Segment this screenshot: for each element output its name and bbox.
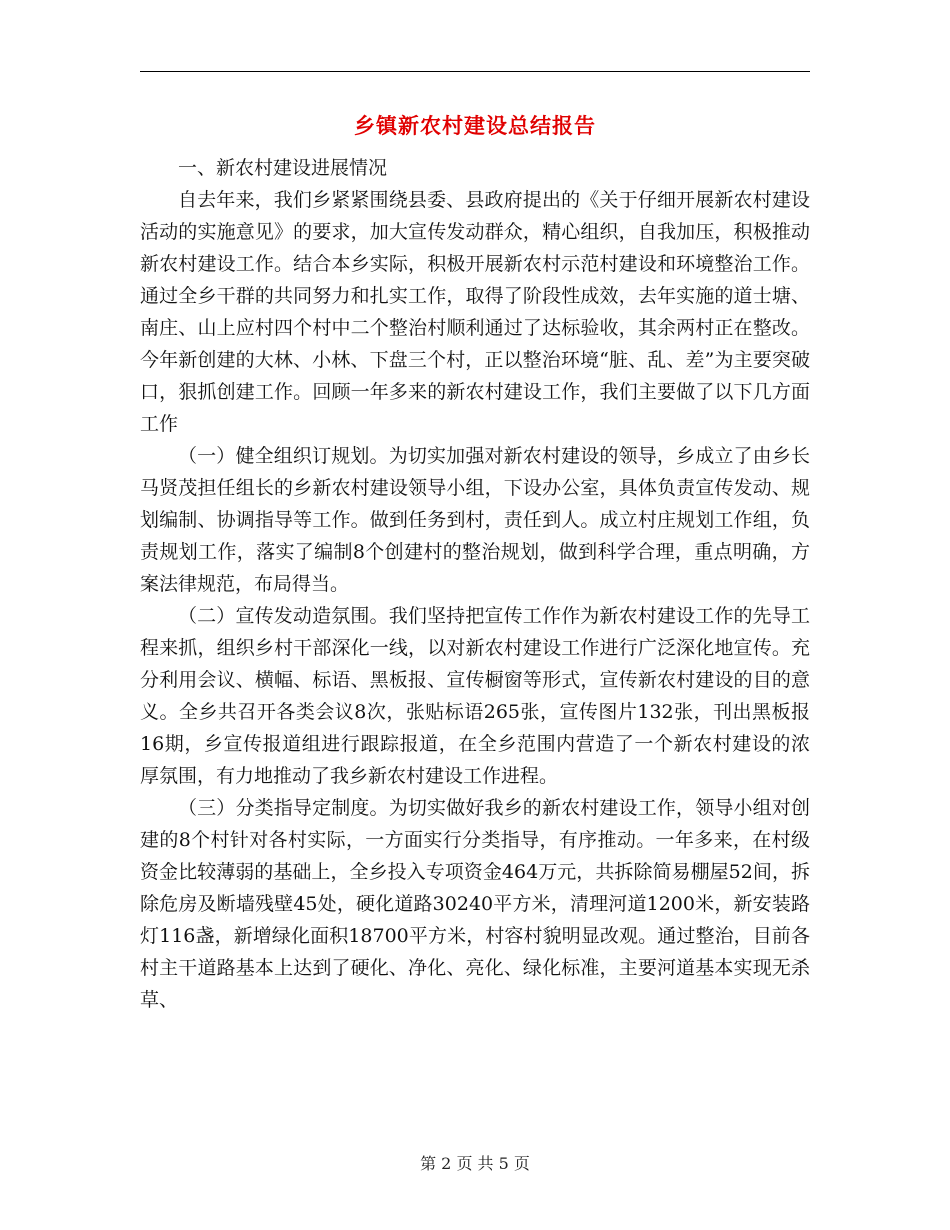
body-paragraph-publicity: （二）宣传发动造氛围。我们坚持把宣传工作作为新农村建设工作的先导工程来抓，组织乡村干部深化一线，以对新农村建设工作进行广泛深化地宣传。充分利用会议、横幅、标语、黑板报、宣传橱窗等形式，宣传新农村建设的目的意义。全乡共召开各类会议8次，张贴标语265张，宣传图片132张，刊出黑板报16期，乡宣传报道组进行跟踪报道，在全乡范围内营造了一个新农村建设的浓厚氛围，有力地推动了我乡新农村建设工作进程。 xyxy=(140,605,810,787)
page-footer: 第 2 页 共 5 页 xyxy=(420,1154,530,1173)
document-body xyxy=(140,152,810,1016)
body-paragraph-guidance: （三）分类指导定制度。为切实做好我乡的新农村建设工作，领导小组对创建的8个村针对各村实际，一方面实行分类指导，有序推动。一年多来，在村级资金比较薄弱的基础上，全乡投入专项资金464万元，共拆除简易棚屋52间，拆除危房及断墙残壁45处，硬化道路30240平方米，清理河道1200米，新安装路灯116盏，新增绿化面积18700平方米，村容村貌明显改观。通过整治，目前各村主干道路基本上达到了硬化、净化、亮化、绿化标准，主要河道基本实现无杀草、 xyxy=(140,797,810,1011)
body-paragraph-intro: 自去年来，我们乡紧紧围绕县委、县政府提出的《关于仔细开展新农村建设活动的实施意见》的要求，加大宣传发动群众，精心组织，自我加压，积极推动新农村建设工作。结合本乡实际，积极开展新农村示范村建设和环境整治工作。通过全乡干群的共同努力和扎实工作，取得了阶段性成效，去年实施的道士塘、南庄、山上应村四个村中二个整治村顺利通过了达标验收，其余两村正在整改。今年新创建的大林、小林、下盘三个村，正以整治环境“脏、乱、差”为主要突破口，狠抓创建工作。回顾一年多来的新农村建设工作，我们主要做了以下几方面工作 xyxy=(140,189,810,435)
section-heading: 一、新农村建设进展情况 xyxy=(178,157,388,179)
document-title: 乡镇新农村建设总结报告 xyxy=(354,113,596,138)
header-rule xyxy=(140,71,810,72)
body-paragraph-organization: （一）健全组织订规划。为切实加强对新农村建设的领导，乡成立了由乡长马贤茂担任组长的乡新农村建设领导小组，下设办公室，具体负责宣传发动、规划编制、协调指导等工作。做到任务到村，责任到人。成立村庄规划工作组，负责规划工作，落实了编制8个创建村的整治规划，做到科学合理，重点明确，方案法律规范，布局得当。 xyxy=(140,445,810,595)
